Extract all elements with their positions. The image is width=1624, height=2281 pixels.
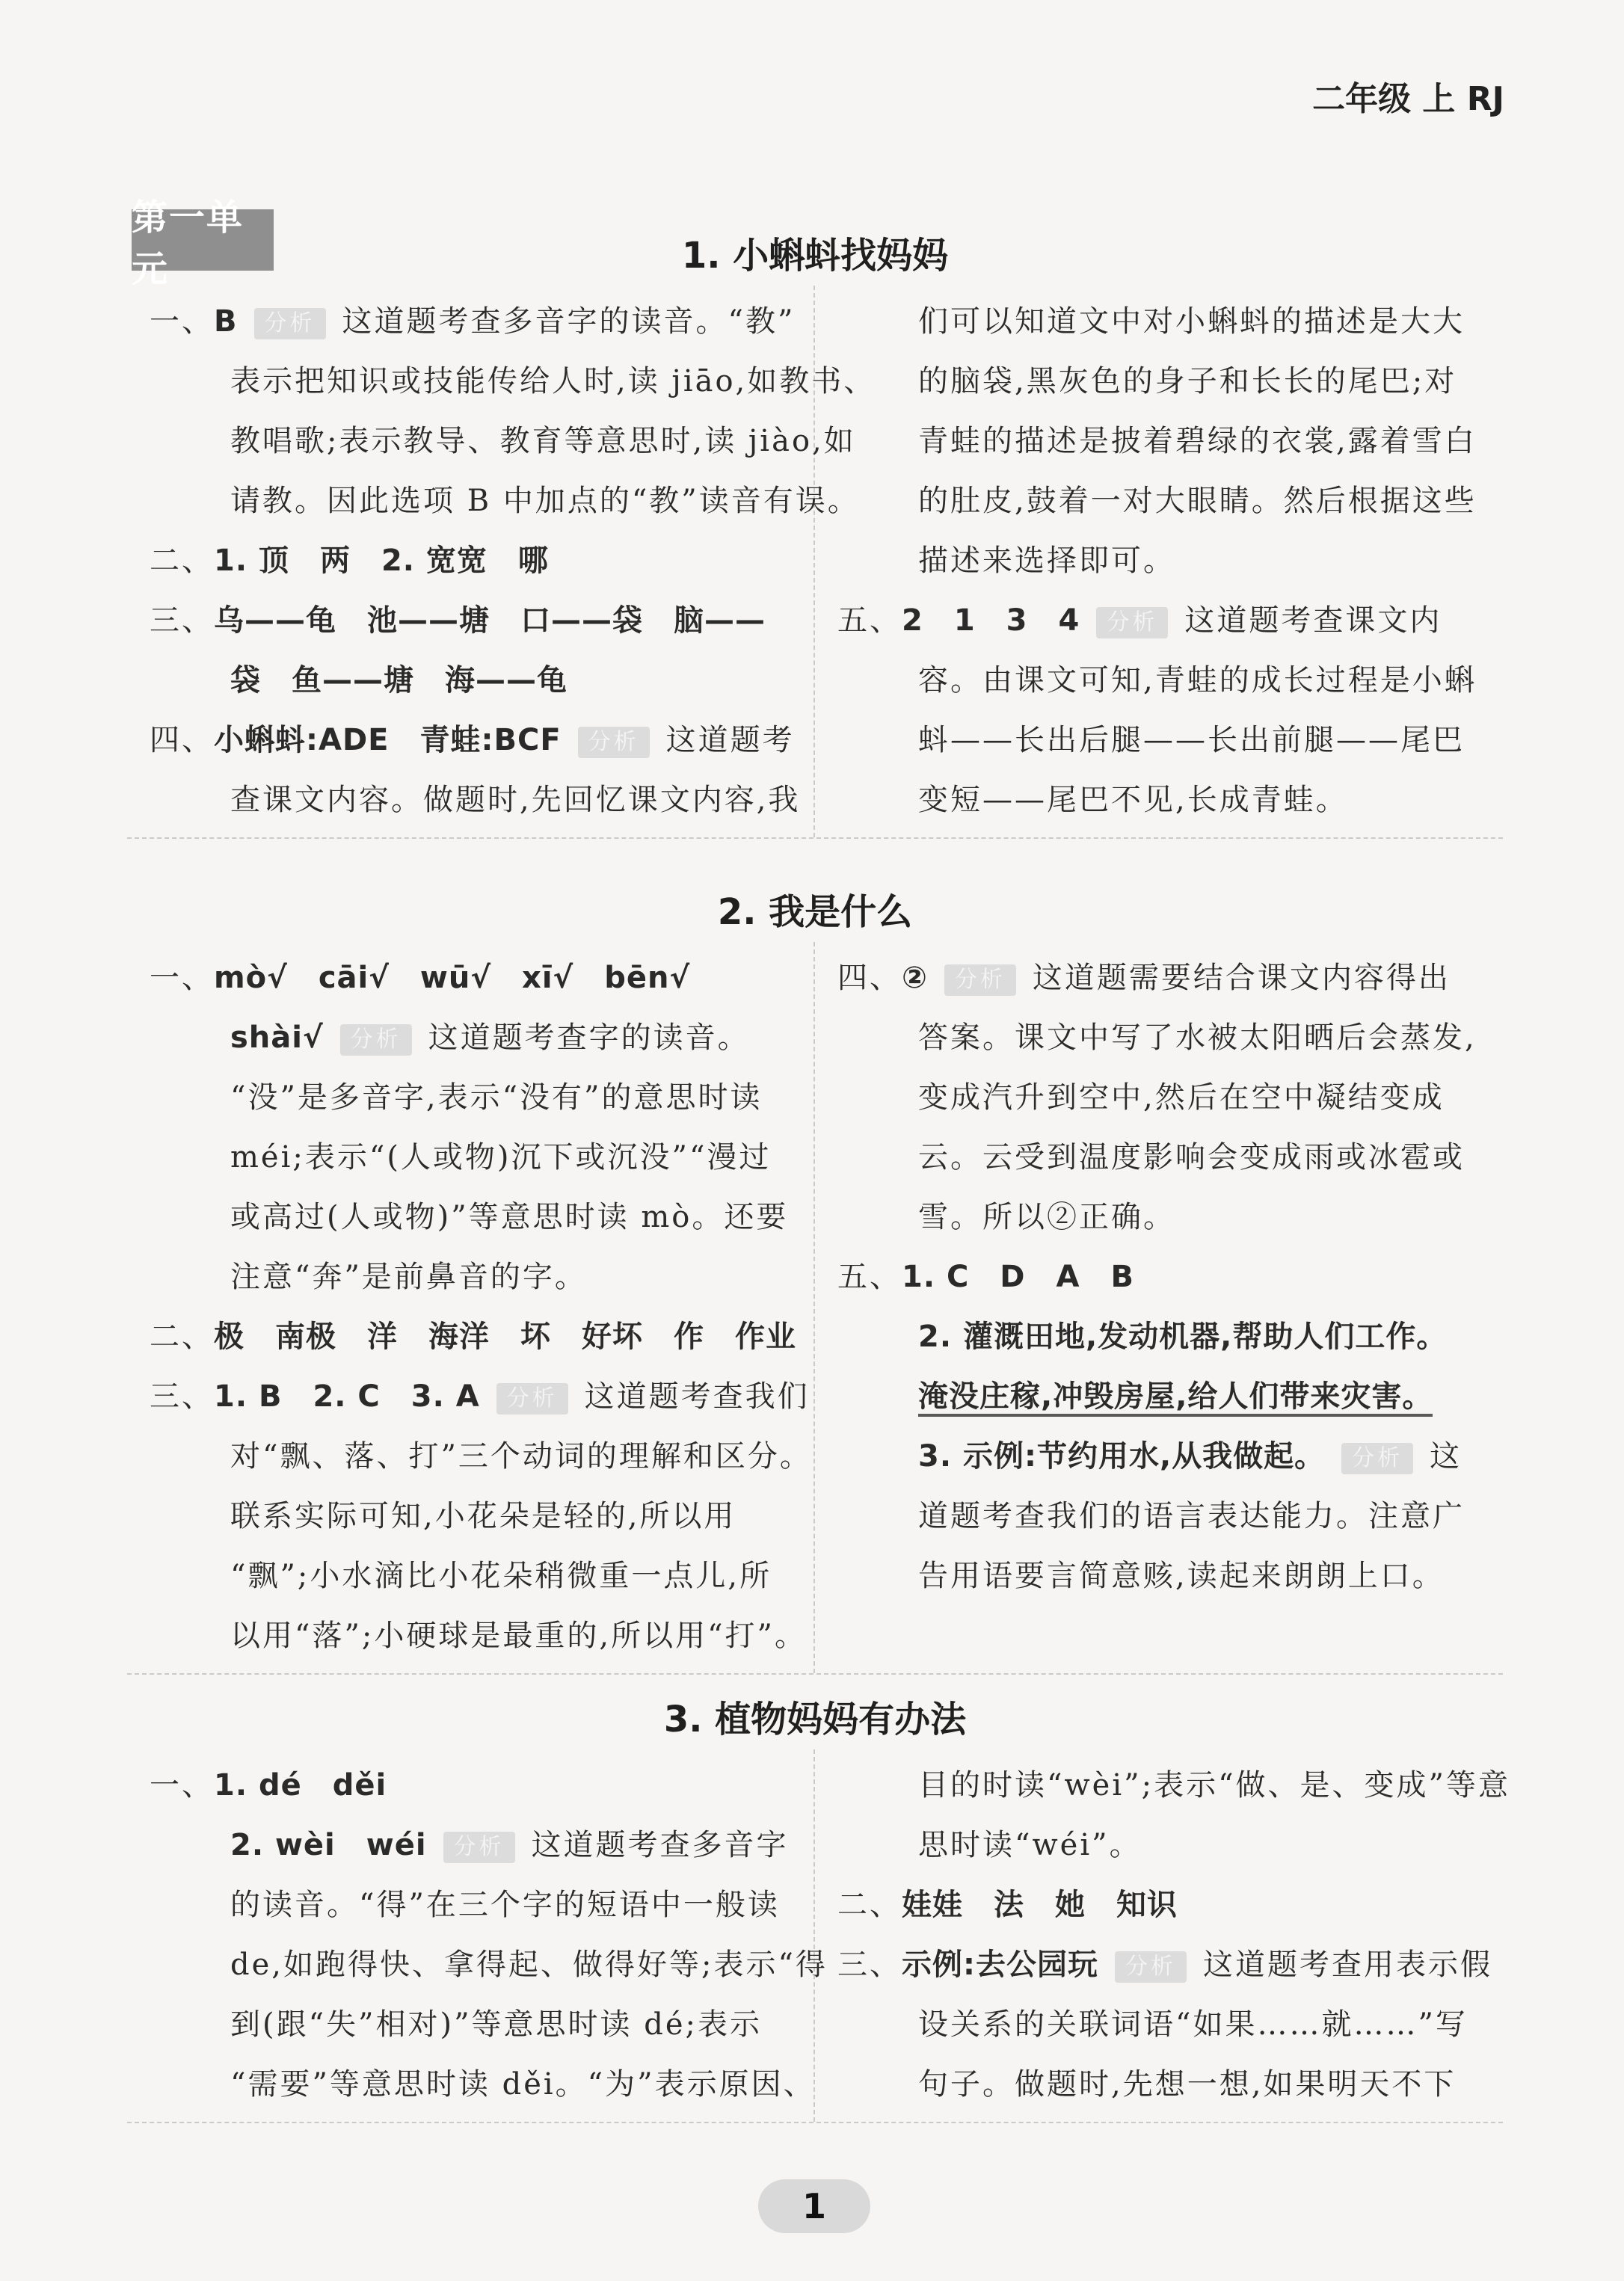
item-number: 三、 (150, 603, 214, 638)
analysis-tag: 分析 (944, 964, 1016, 996)
analysis-tag: 分析 (1096, 607, 1168, 638)
item-number: 五、 (837, 603, 902, 638)
answer: B (214, 304, 238, 339)
section-title: 1. 小蝌蚪找妈妈 (681, 235, 949, 277)
text-line: 容。由课文可知,青蛙的成长过程是小蝌 (918, 663, 1477, 698)
answer: 极 南极 洋 海洋 坏 好坏 作 作业 (214, 1320, 796, 1354)
item-number: 三、 (837, 1948, 902, 1982)
section-1 (127, 226, 1503, 839)
analysis-tag: 分析 (1115, 1951, 1187, 1983)
explanation: 这道题考查课文内 (1184, 603, 1442, 638)
explanation: 这 (1430, 1439, 1462, 1474)
text-line: 查课文内容。做题时,先回忆课文内容,我 (230, 783, 801, 817)
right-column (815, 286, 1503, 837)
text-line: 句子。做题时,先想一想,如果明天不下 (918, 2067, 1457, 2102)
analysis-tag: 分析 (496, 1383, 568, 1415)
text-line: 告用语要言简意赅,读起来朗朗上口。 (918, 1559, 1445, 1593)
section-body (127, 1749, 1510, 2123)
text-line: de,如跑得快、拿得起、做得好等;表示“得 (230, 1948, 828, 1982)
left-column (127, 1749, 828, 2122)
explanation: 这道题考查字的读音。 (428, 1021, 750, 1055)
text-line: 描述来选择即可。 (918, 544, 1175, 578)
unit-badge: 第一单元 (132, 209, 274, 271)
explanation: 这道题考查多音字的读音。“教” (342, 304, 796, 339)
answer: 1. B 2. C 3. A (214, 1379, 480, 1414)
explanation: 这道题考查用表示假 (1203, 1948, 1492, 1982)
text-line: 设关系的关联词语“如果……就……”写 (918, 2007, 1468, 2042)
text-line: 雪。所以②正确。 (918, 1200, 1175, 1234)
text-line: 教唱歌;表示教导、教育等意思时,读 jiào,如 (230, 424, 856, 458)
text-line: 联系实际可知,小花朵是轻的,所以用 (230, 1499, 736, 1533)
answer: 2 1 3 4 (902, 603, 1080, 638)
text-line: 表示把知识或技能传给人时,读 jiāo,如教书、 (230, 364, 876, 398)
left-column (127, 942, 815, 1673)
answer: 2. wèi wéi (230, 1828, 427, 1862)
section-title: 2. 我是什么 (717, 891, 913, 933)
section-body (127, 286, 1503, 839)
underlined-answer: 淹没庄稼,冲毁房屋,给人们带来灾害。 (918, 1379, 1433, 1417)
item-number: 四、 (837, 961, 902, 995)
text-line: 的肚皮,鼓着一对大眼睛。然后根据这些 (918, 484, 1477, 518)
answer: 娃娃 法 她 知识 (902, 1888, 1178, 1922)
item-number: 一、 (150, 961, 214, 995)
answer: 1. C D A B (902, 1260, 1134, 1294)
item-number: 一、 (150, 304, 214, 339)
text-line: 变成汽升到空中,然后在空中凝结变成 (918, 1080, 1445, 1115)
page-number: 1 (758, 2179, 870, 2233)
text-line: 请教。因此选项 B 中加点的“教”读音有误。 (230, 484, 860, 518)
item-number: 四、 (150, 723, 214, 757)
answer: 1. 顶 两 2. 宽宽 哪 (214, 544, 549, 578)
text-line: 道题考查我们的语言表达能力。注意广 (918, 1499, 1465, 1533)
answer-line: 2. 灌溉田地,发动机器,帮助人们工作。 (918, 1320, 1448, 1354)
answer-line: 袋 鱼——塘 海——龟 (230, 663, 568, 698)
section-body (127, 942, 1503, 1675)
item-number: 二、 (150, 544, 214, 578)
right-column (815, 942, 1503, 1673)
text-line: 变短——尾巴不见,长成青蛙。 (918, 783, 1348, 817)
text-line: 们可以知道文中对小蝌蚪的描述是大大 (918, 304, 1465, 339)
text-line: 到(跟“失”相对)”等意思时读 dé;表示 (230, 2007, 763, 2042)
text-line: “飘”;小水滴比小花朵稍微重一点儿,所 (230, 1559, 772, 1593)
text-line: 蚪——长出后腿——长出前腿——尾巴 (918, 723, 1465, 757)
text-line: 或高过(人或物)”等意思时读 mò。还要 (230, 1200, 789, 1234)
text-line: “没”是多音字,表示“没有”的意思时读 (230, 1080, 763, 1115)
left-column (127, 286, 876, 837)
answer: 3. 示例:节约用水,从我做起。 (918, 1439, 1326, 1474)
analysis-tag: 分析 (254, 308, 326, 339)
item-number: 三、 (150, 1379, 214, 1414)
explanation: 这道题考查多音字 (531, 1828, 789, 1862)
text-line: 注意“奔”是前鼻音的字。 (230, 1260, 587, 1294)
answer: 乌——龟 池——塘 口——袋 脑—— (214, 603, 766, 638)
answer: 小蝌蚪:ADE 青蛙:BCF (214, 723, 562, 757)
section-3 (127, 1690, 1510, 2123)
item-number: 二、 (837, 1888, 902, 1922)
explanation: 这道题需要结合课文内容得出 (1032, 961, 1451, 995)
answer: 1. dé děi (214, 1768, 387, 1803)
item-number: 二、 (150, 1320, 214, 1354)
text-line: 目的时读“wèi”;表示“做、是、变成”等意 (918, 1768, 1510, 1803)
explanation: 这道题考查我们 (584, 1379, 810, 1414)
answer: 示例:去公园玩 (902, 1948, 1098, 1982)
analysis-tag: 分析 (578, 727, 650, 758)
text-line: 答案。课文中写了水被太阳晒后会蒸发, (918, 1021, 1477, 1055)
analysis-tag: 分析 (340, 1024, 412, 1056)
answer: ② (902, 961, 928, 995)
section-2 (127, 882, 1503, 1675)
right-column (815, 1749, 1510, 2122)
text-line: 云。云受到温度影响会变成雨或冰雹或 (918, 1140, 1465, 1175)
analysis-tag: 分析 (443, 1832, 515, 1863)
text-line: 以用“落”;小硬球是最重的,所以用“打”。 (230, 1619, 807, 1653)
text-line: “需要”等意思时读 děi。“为”表示原因、 (230, 2067, 816, 2102)
item-number: 一、 (150, 1768, 214, 1803)
item-number: 五、 (837, 1260, 902, 1294)
text-line: 对“飘、落、打”三个动词的理解和区分。 (230, 1439, 812, 1474)
text-line: 青蛙的描述是披着碧绿的衣裳,露着雪白 (918, 424, 1477, 458)
text-line: 思时读“wéi”。 (918, 1828, 1142, 1862)
grade-label: 二年级 上 RJ (1312, 80, 1504, 118)
section-title: 3. 植物妈妈有办法 (663, 1699, 967, 1740)
text-line: 的脑袋,黑灰色的身子和长长的尾巴;对 (918, 364, 1457, 398)
answer: mò√ cāi√ wū√ xī√ bēn√ (214, 961, 691, 995)
answer: shài√ (230, 1021, 324, 1055)
explanation: 这道题考 (665, 723, 795, 757)
text-line: 的读音。“得”在三个字的短语中一般读 (230, 1888, 780, 1922)
analysis-tag: 分析 (1341, 1443, 1413, 1474)
text-line: méi;表示“(人或物)沉下或沉没”“漫过 (230, 1140, 772, 1175)
